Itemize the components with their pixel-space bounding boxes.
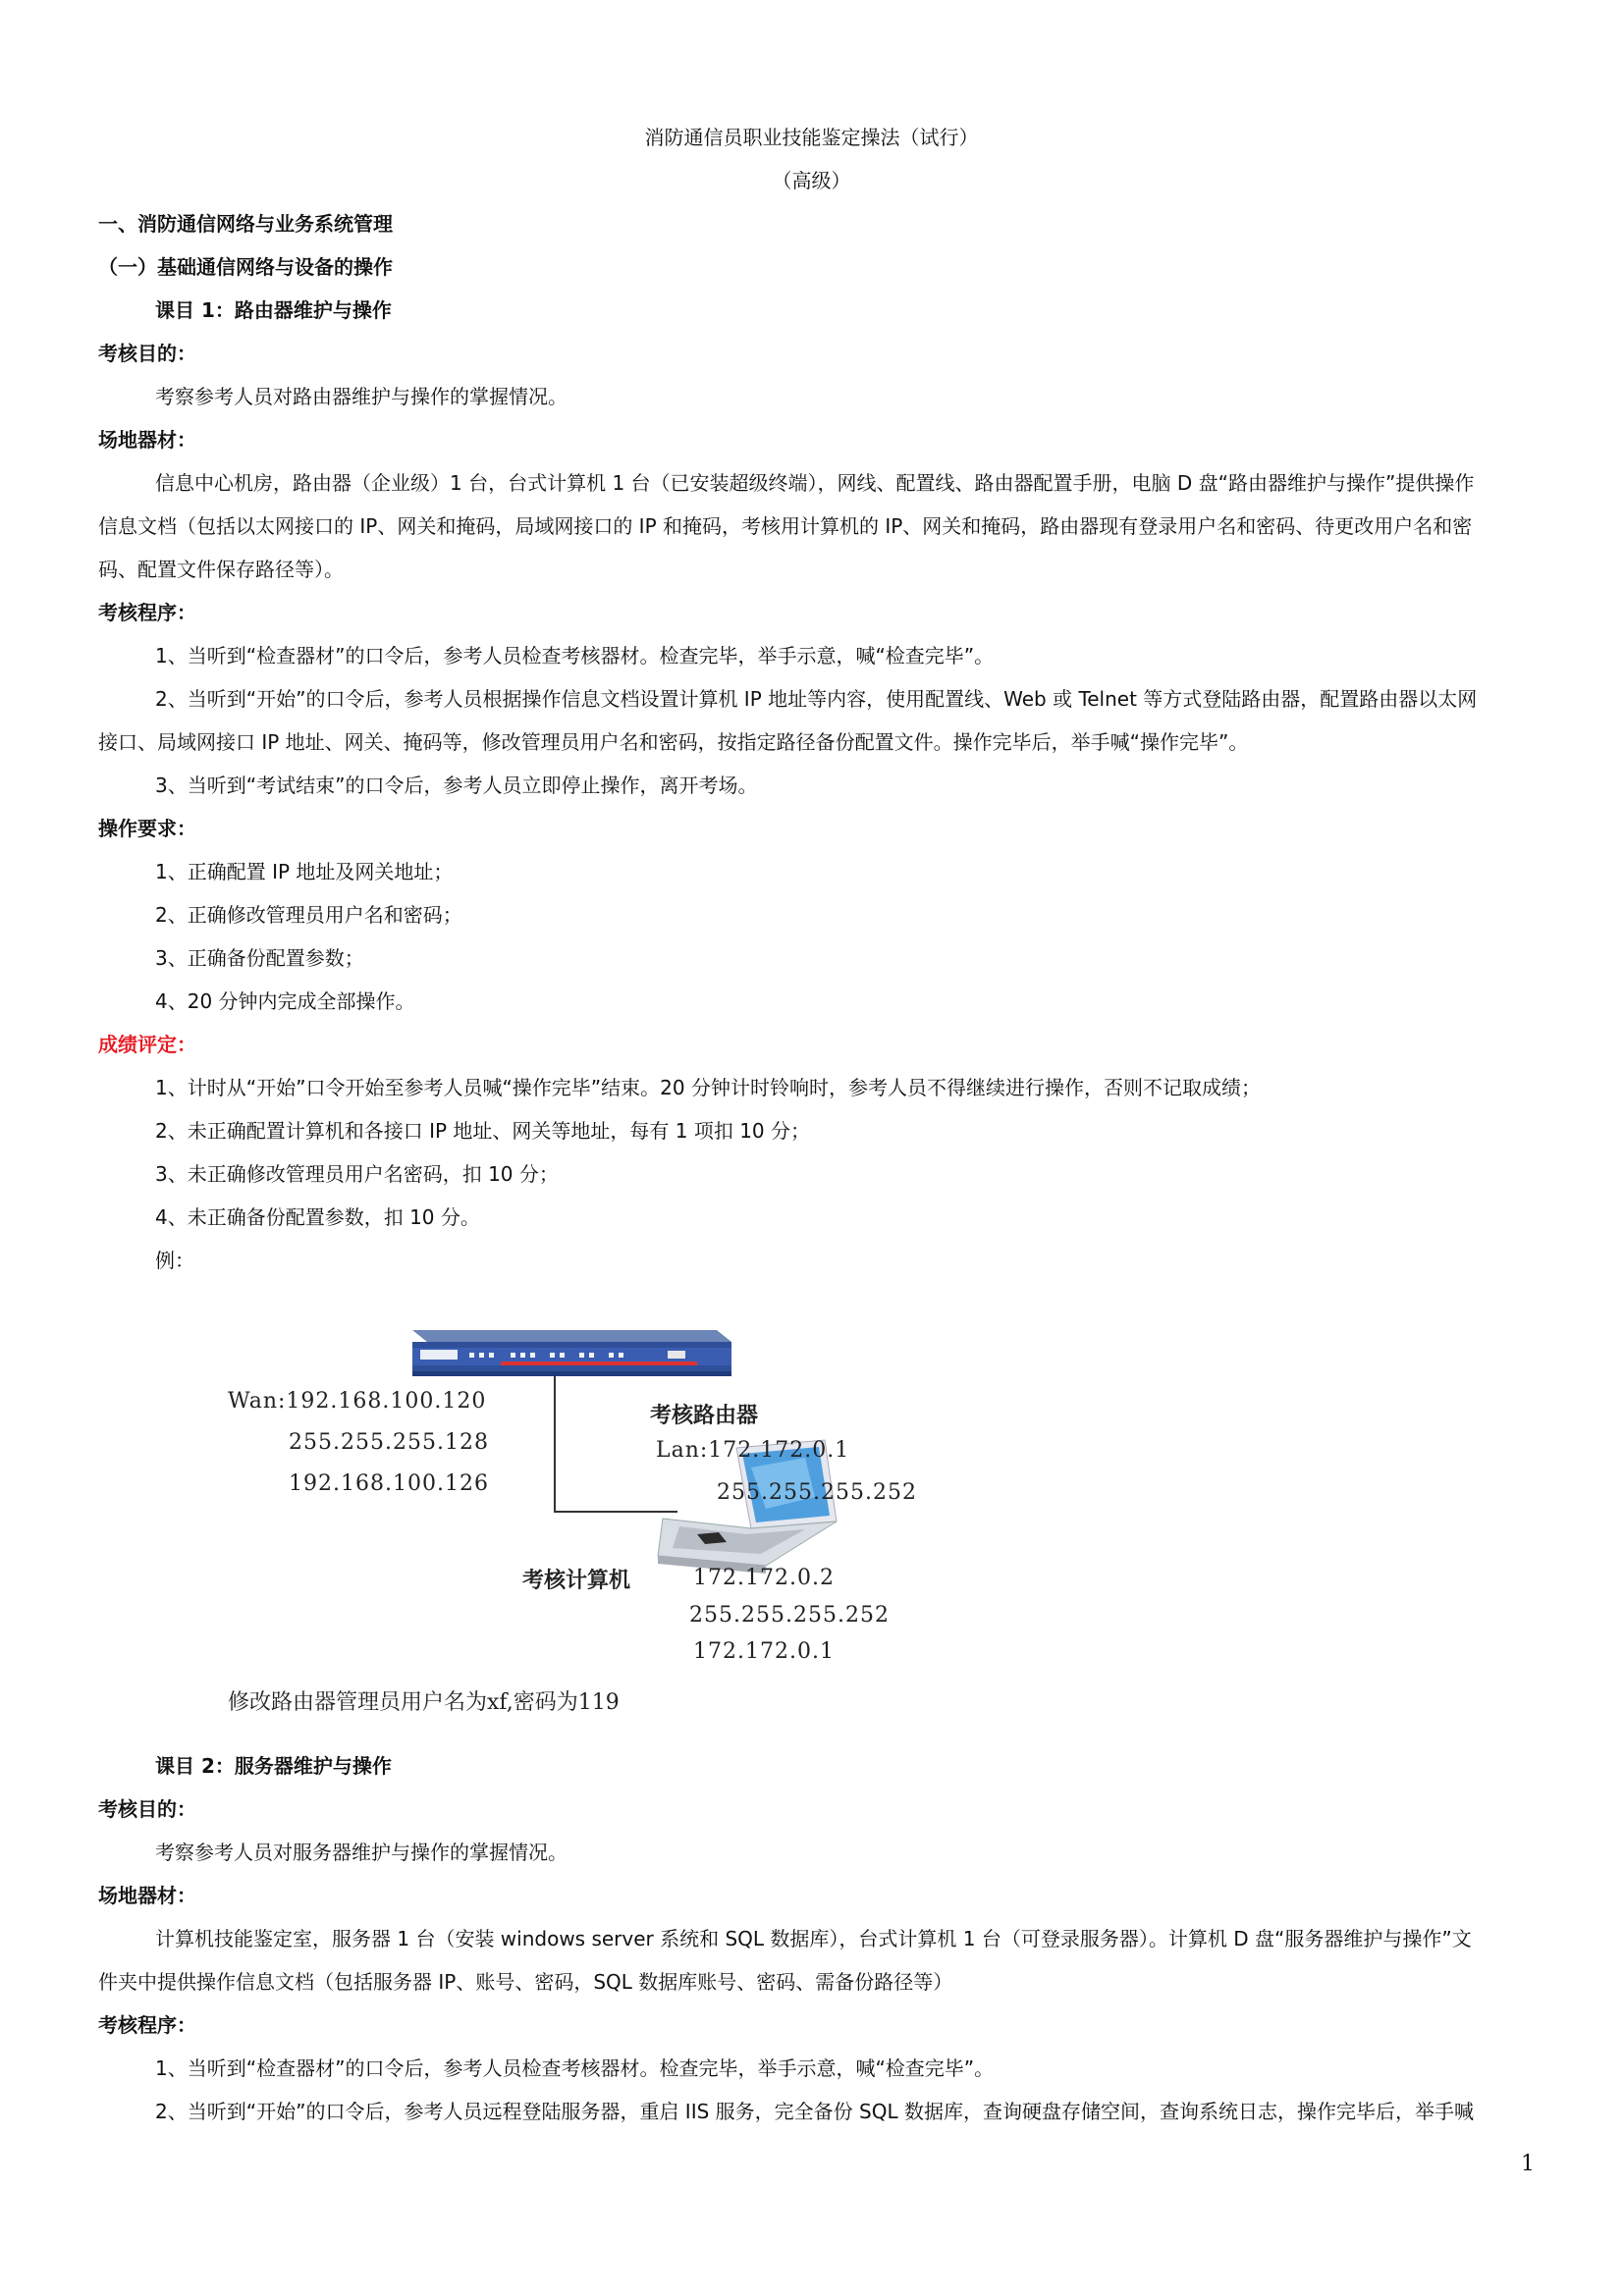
page-number: 1 <box>1521 2152 1535 2176</box>
course1-procedure-line: 接口、局域网接口 IP 地址、网关、掩码等，修改管理员用户名和密码，按指定路径备份配置文件。操作完毕后，举手喊“操作完毕”。 <box>98 730 1249 754</box>
course1-example-label: 例： <box>155 1249 194 1272</box>
course1-procedure-line: 2、当听到“开始”的口令后，参考人员根据操作信息文档设置计算机 IP 地址等内容，使用配置线、Web 或 Telnet 等方式登陆路由器，配置路由器以太网 <box>155 687 1478 711</box>
network-diagram-graphics <box>216 1291 962 1723</box>
course1-equipment-label: 场地器材： <box>98 428 196 452</box>
course2-equipment-line: 计算机技能鉴定室，服务器 1 台（安装 windows server 系统和 SQL 数据库），台式计算机 1 台（可登录服务器）。计算机 D 盘“服务器维护与操作”文 <box>155 1927 1472 1950</box>
subsection-heading: （一）基础通信网络与设备的操作 <box>98 255 393 279</box>
computer-label: 考核计算机 <box>522 1569 631 1593</box>
course2-equipment-label: 场地器材： <box>98 1884 196 1907</box>
course1-requirement: 4、20 分钟内完成全部操作。 <box>155 989 415 1013</box>
course2-title: 课目 2：服务器维护与操作 <box>155 1754 392 1778</box>
lan-mask-label: 255.255.255.252 <box>717 1480 917 1505</box>
computer-ip-label: 172.172.0.2 <box>693 1566 835 1590</box>
document-level: （高级） <box>772 169 851 192</box>
course1-procedure-label: 考核程序： <box>98 601 196 624</box>
course1-requirement: 1、正确配置 IP 地址及网关地址； <box>155 860 454 883</box>
course1-scoring-item: 4、未正确备份配置参数，扣 10 分。 <box>155 1205 480 1229</box>
course1-scoring-item: 1、计时从“开始”口令开始至参考人员喊“操作完毕”结束。20 分钟计时铃响时，参考人员不得继续进行操作，否则不记取成绩； <box>155 1076 1261 1099</box>
network-diagram <box>216 1291 962 1723</box>
course1-requirement: 2、正确修改管理员用户名和密码； <box>155 903 462 927</box>
course1-equipment-line: 码、配置文件保存路径等）。 <box>98 558 344 581</box>
section-heading: 一、消防通信网络与业务系统管理 <box>98 212 393 236</box>
router-label: 考核路由器 <box>650 1404 759 1428</box>
course2-procedure-label: 考核程序： <box>98 2013 196 2037</box>
course1-purpose-label: 考核目的： <box>98 342 196 365</box>
lan-ip-label: Lan:172.172.0.1 <box>656 1438 850 1463</box>
course1-equipment-line: 信息中心机房，路由器（企业级）1 台，台式计算机 1 台（已安装超级终端），网线、配置线、路由器配置手册，电脑 D 盘“路由器维护与操作”提供操作 <box>155 471 1475 495</box>
course1-purpose: 考察参考人员对路由器维护与操作的掌握情况。 <box>155 385 568 408</box>
course2-procedure-line: 1、当听到“检查器材”的口令后，参考人员检查考核器材。检查完毕，举手示意，喊“检查完毕”。 <box>155 2056 995 2080</box>
figure-caption: 修改路由器管理员用户名为xf,密码为119 <box>228 1690 620 1715</box>
wan-gateway-label: 192.168.100.126 <box>289 1471 489 1496</box>
document-title: 消防通信员职业技能鉴定操法（试行） <box>644 126 979 149</box>
course2-purpose-label: 考核目的： <box>98 1797 196 1821</box>
course1-requirements-label: 操作要求： <box>98 817 196 840</box>
course1-scoring-item: 2、未正确配置计算机和各接口 IP 地址、网关等地址，每有 1 项扣 10 分； <box>155 1119 811 1143</box>
course1-scoring-label: 成绩评定： <box>98 1033 196 1056</box>
router-image <box>412 1330 731 1376</box>
course1-equipment-line: 信息文档（包括以太网接口的 IP、网关和掩码，局域网接口的 IP 和掩码，考核用计算机的 IP、网关和掩码，路由器现有登录用户名和密码、待更改用户名和密 <box>98 514 1473 538</box>
course2-purpose: 考察参考人员对服务器维护与操作的掌握情况。 <box>155 1841 568 1864</box>
course1-requirement: 3、正确备份配置参数； <box>155 946 364 970</box>
computer-gateway-label: 172.172.0.1 <box>693 1639 835 1664</box>
course2-equipment-line: 件夹中提供操作信息文档（包括服务器 IP、账号、密码，SQL 数据库账号、密码、需备份路径等） <box>98 1970 953 1994</box>
wan-mask-label: 255.255.255.128 <box>289 1430 489 1455</box>
computer-mask-label: 255.255.255.252 <box>689 1603 890 1628</box>
course1-procedure-line: 1、当听到“检查器材”的口令后，参考人员检查考核器材。检查完毕，举手示意，喊“检查完毕”。 <box>155 644 995 667</box>
course2-procedure-line: 2、当听到“开始”的口令后，参考人员远程登陆服务器，重启 IIS 服务，完全备份 SQL 数据库，查询硬盘存储空间，查询系统日志，操作完毕后，举手喊 <box>155 2100 1474 2123</box>
course1-scoring-item: 3、未正确修改管理员用户名密码，扣 10 分； <box>155 1162 559 1186</box>
course1-procedure-line: 3、当听到“考试结束”的口令后，参考人员立即停止操作，离开考场。 <box>155 774 758 797</box>
course1-title: 课目 1：路由器维护与操作 <box>155 298 392 322</box>
wan-ip-label: Wan:192.168.100.120 <box>228 1389 487 1414</box>
